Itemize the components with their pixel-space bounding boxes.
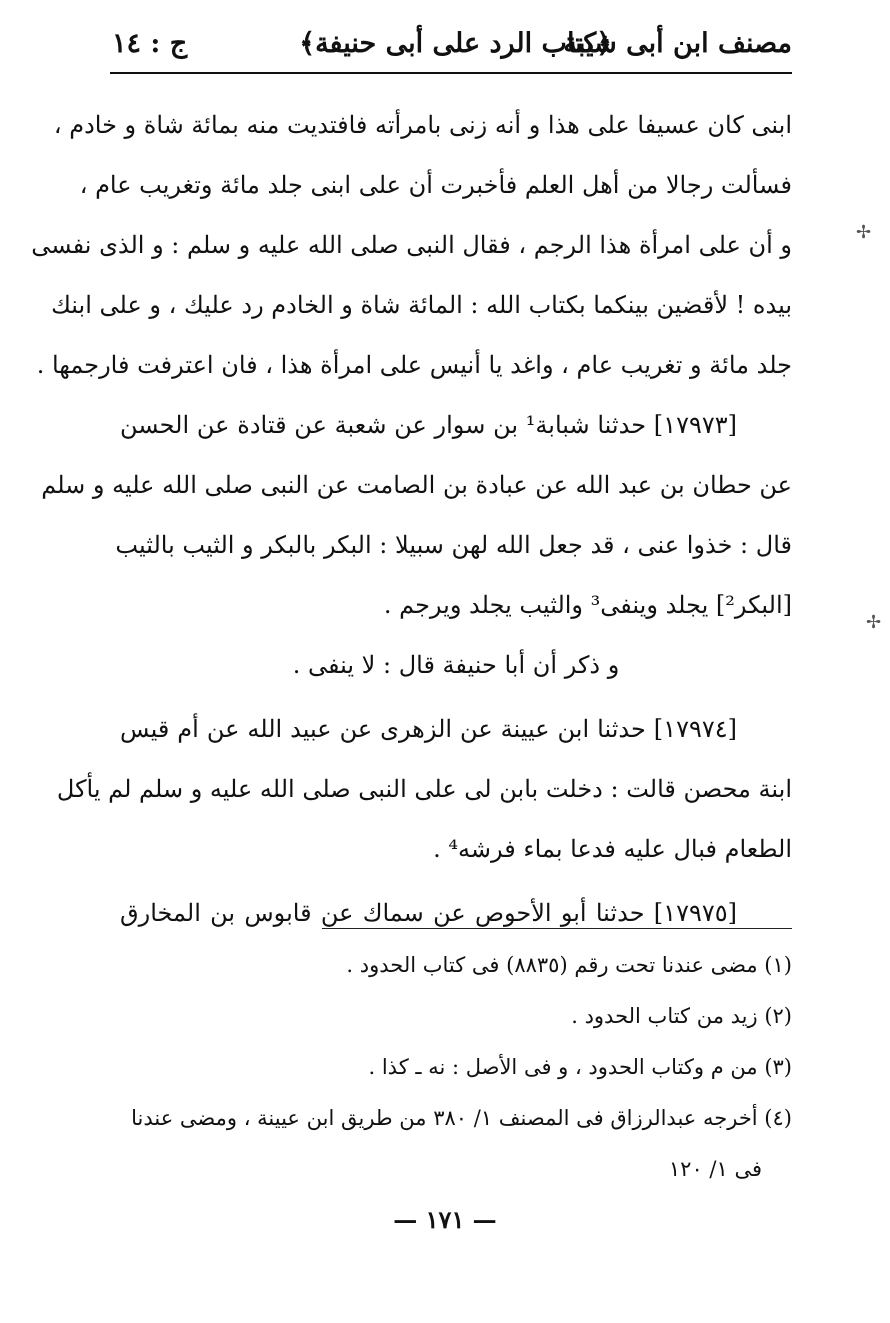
footnote-2: (٢) زيد من كتاب الحدود . — [571, 1004, 792, 1028]
footnote-4: (٤) أخرجه عبدالرزاق فى المصنف ١/ ٣٨٠ من طريق ابن عيينة ، ومضى عندنا — [131, 1106, 792, 1130]
text-line: ابنى كان عسيفا على هذا و أنه زنى بامرأته فافتديت منه بمائة شاة و خادم ، — [53, 111, 792, 139]
hadith-17974-start: [١٧٩٧٤] حدثنا ابن عيينة عن الزهرى عن عبيد الله عن أم قيس — [120, 715, 737, 743]
footnote-rule — [322, 928, 792, 929]
text-line: بيده ! لأقضين بينكما بكتاب الله : المائة شاة و الخادم رد عليك ، و على ابنك — [51, 291, 792, 319]
margin-mark: ✢ — [856, 222, 872, 243]
header-rule — [110, 72, 792, 74]
text-line: ابنة محصن قالت : دخلت بابن لى على النبى صلى الله عليه و سلم لم يأكل — [56, 775, 792, 803]
text-line: عن حطان بن عبد الله عن عبادة بن الصامت عن النبى صلى الله عليه و سلم — [41, 471, 792, 499]
main-text — [31, 95, 792, 943]
header-book-title: ﴿كتاب الرد على أبى حنيفة﴾ — [299, 28, 612, 59]
text-line: قال : خذوا عنى ، قد جعل الله لهن سبيلا : البكر بالبكر و الثيب بالثيب — [115, 531, 792, 559]
page-header — [112, 22, 792, 70]
text-line: جلد مائة و تغريب عام ، واغد يا أنيس على امرأة هذا ، فان اعترفت فارجمها . — [36, 351, 792, 379]
footnote-1: (١) مضى عندنا تحت رقم (٨٨٣٥) فى كتاب الحدود . — [346, 953, 792, 977]
hadith-17973-start: [١٧٩٧٣] حدثنا شبابة¹ بن سوار عن شعبة عن قتادة عن الحسن — [120, 411, 737, 439]
margin-mark: ✢ — [866, 612, 882, 633]
footnote-4-continuation: فى ١/ ١٢٠ — [668, 1157, 762, 1181]
page-number: — ١٧١ — — [393, 1205, 497, 1234]
footnote-3: (٣) من م وكتاب الحدود ، و فى الأصل : نه ـ كذا . — [368, 1055, 792, 1079]
hadith-17975-start: [١٧٩٧٥] حدثنا أبو الأحوص عن سماك عن قابوس بن المخارق — [120, 899, 737, 927]
header-source-title: مصنف ابن أبى شيبة — [563, 28, 792, 59]
text-line-centered: و ذكر أن أبا حنيفة قال : لا ينفى . — [292, 651, 620, 679]
text-line: و أن على امرأة هذا الرجم ، فقال النبى صلى الله عليه و سلم : و الذى نفسى — [31, 231, 792, 259]
text-line: الطعام فبال عليه فدعا بماء فرشه⁴ . — [433, 835, 792, 863]
text-line: [البكر²] يجلد وينفى³ والثيب يجلد ويرجم . — [383, 591, 792, 619]
header-volume: ج : ١٤ — [112, 28, 188, 59]
text-line: فسألت رجالا من أهل العلم فأخبرت أن على ابنى جلد مائة وتغريب عام ، — [79, 171, 792, 199]
footnotes — [131, 940, 792, 1195]
